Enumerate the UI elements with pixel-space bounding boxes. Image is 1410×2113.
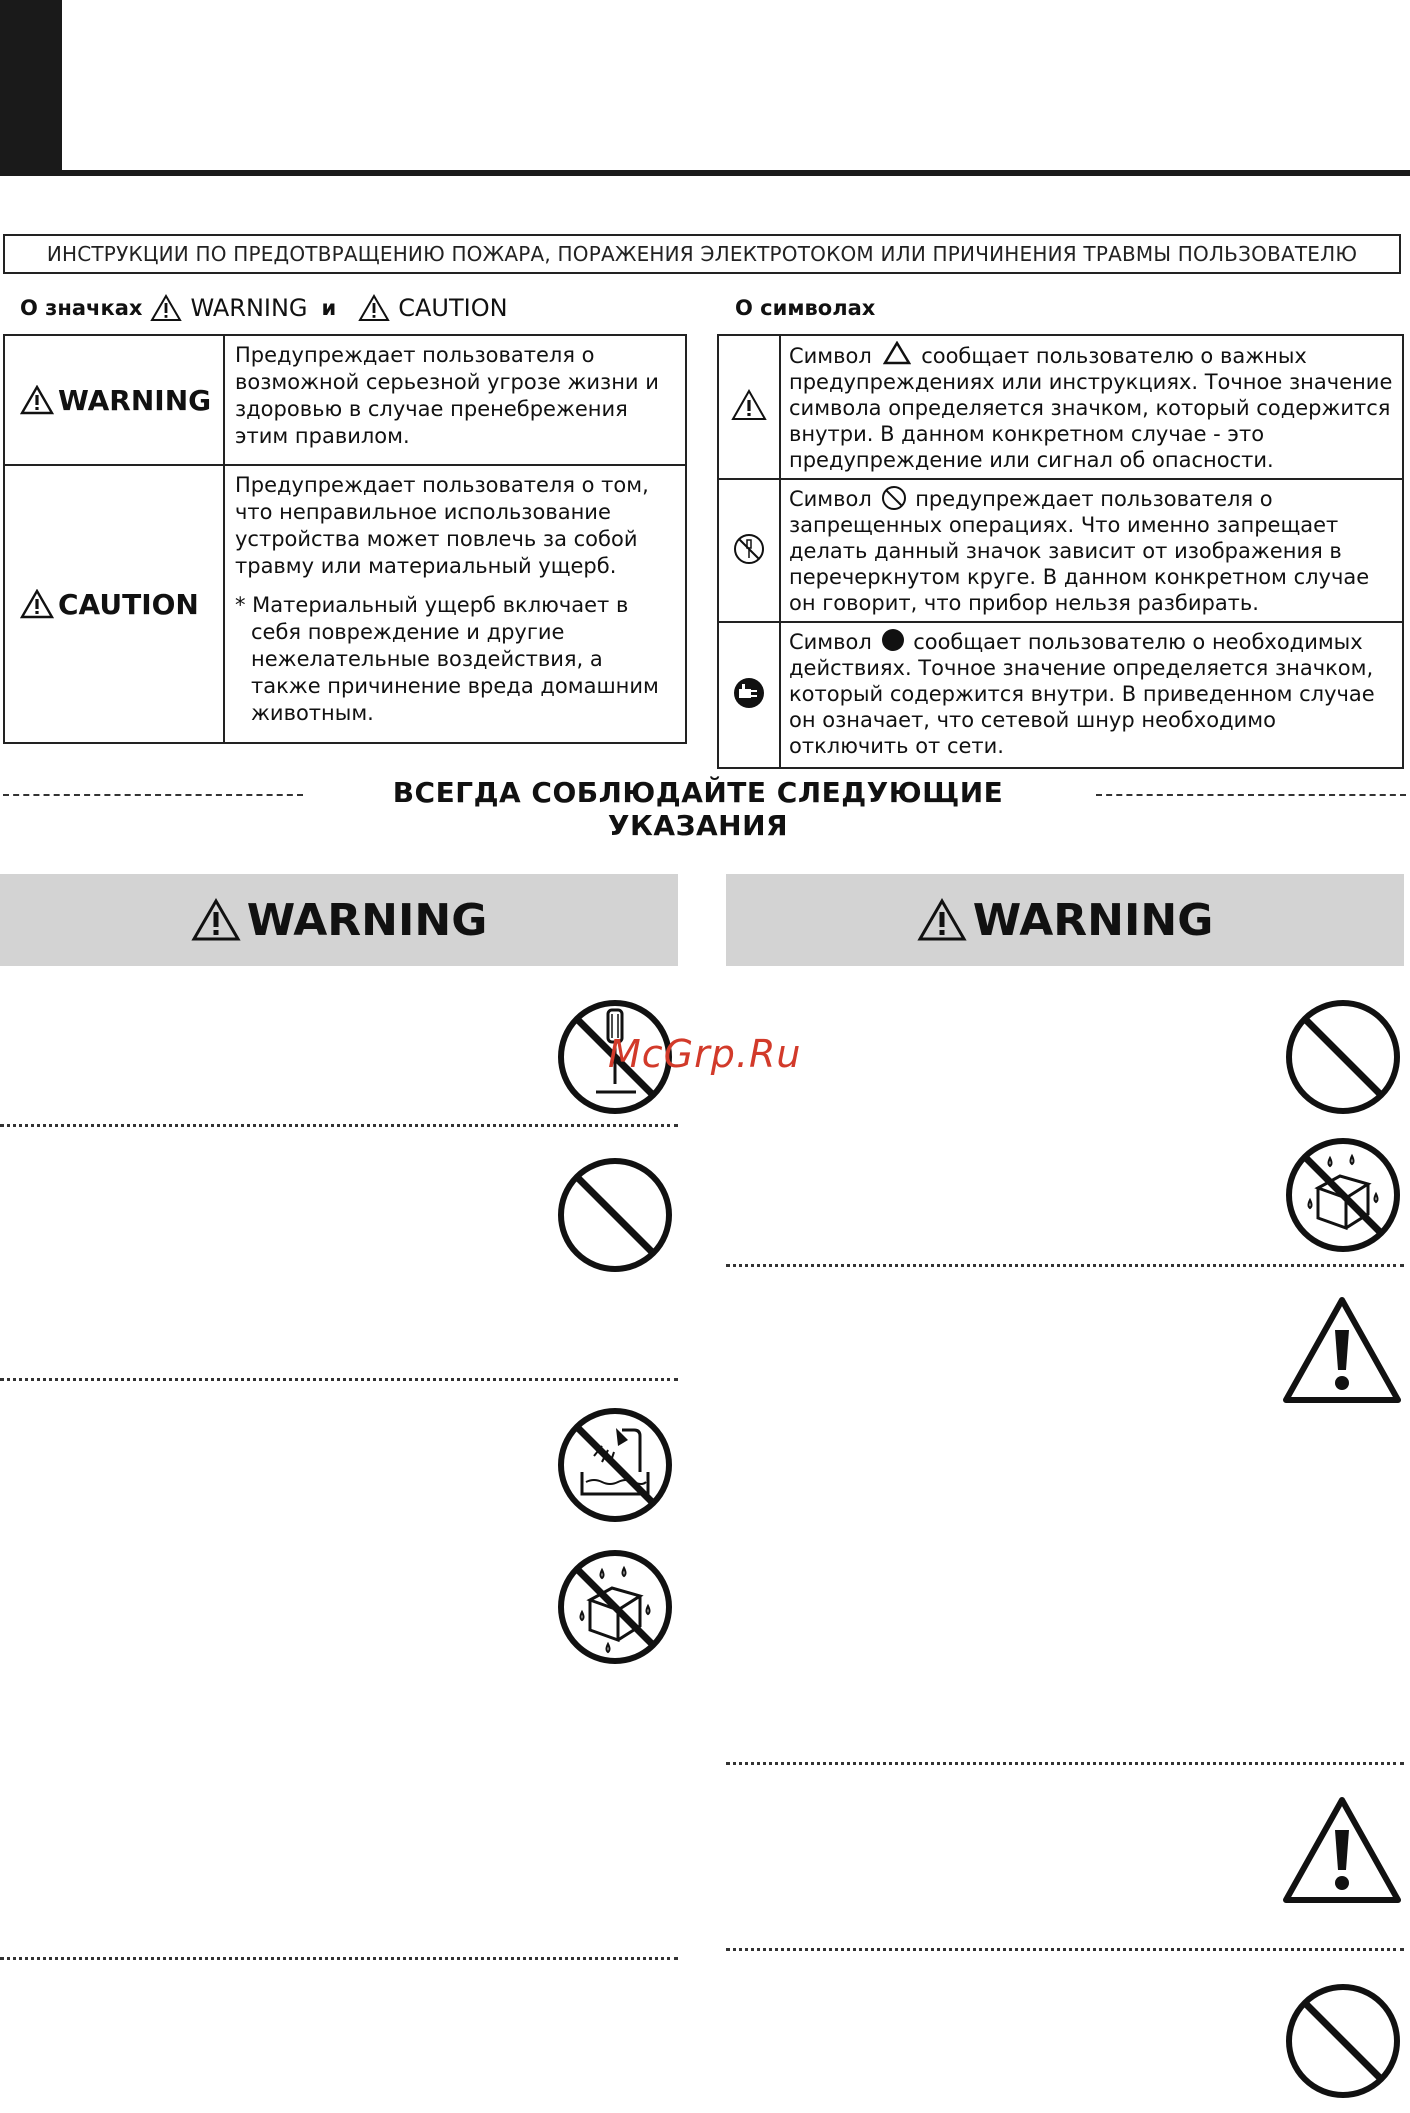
divider	[3, 794, 303, 796]
warning-triangle-icon	[20, 385, 54, 415]
prohibition-circle-icon	[881, 485, 907, 511]
divider	[726, 1948, 1404, 1951]
symbol-lead: Символ	[789, 630, 872, 654]
icons-heading-prefix: О значках	[20, 296, 143, 320]
symbol-description: предупреждает пользователя о запрещенных операциях. Что именно запрещает делать данный значок зависит от изображения в перечеркнутом круге. В данном конкретном случае он говорит, что прибор нельзя разбирать.	[789, 487, 1370, 615]
caution-row	[4, 465, 686, 743]
no-bath-icon	[556, 1406, 674, 1524]
caution-label	[6, 588, 222, 621]
filled-circle-icon	[881, 628, 905, 652]
icons-heading-conj: и	[321, 296, 337, 320]
caution-description: Предупреждает пользователя о том, что неправильное использование устройства может повлечь за собой травму или материальный ущерб.	[235, 473, 649, 578]
right-warning-bar	[726, 874, 1404, 966]
caution-label-text: CAUTION	[58, 587, 199, 621]
symbol-lead: Символ	[789, 344, 872, 368]
warning-triangle-icon	[150, 294, 182, 322]
safety-banner: ИНСТРУКЦИИ ПО ПРЕДОТВРАЩЕНИЮ ПОЖАРА, ПОРАЖЕНИЯ ЭЛЕКТРОТОКОМ ИЛИ ПРИЧИНЕНИЯ ТРАВМЫ ПОЛЬЗОВАТЕЛЮ	[3, 234, 1401, 274]
unplug-icon	[732, 676, 766, 710]
no-liquids-icon	[1284, 1136, 1402, 1254]
divider	[726, 1264, 1404, 1267]
warning-triangle-icon	[1280, 1294, 1404, 1406]
header-rule	[0, 170, 1410, 176]
triangle-exclamation-icon	[731, 389, 767, 421]
right-warning-label: WARNING	[972, 894, 1214, 946]
warning-triangle-icon	[191, 898, 241, 942]
prohibition-icon	[1284, 1982, 1402, 2100]
always-heading: ВСЕГДА СОБЛЮДАЙТЕ СЛЕДУЮЩИЕ УКАЗАНИЯ	[392, 776, 1004, 842]
warning-triangle-icon	[1280, 1794, 1404, 1906]
symbol-description: сообщает пользователю о необходимых действиях. Точное значение определяется значком, который содержится внутри. В приведенном случае он означает, что сетевой шнур необходимо отключить от сети.	[789, 630, 1375, 758]
icons-table	[3, 334, 687, 744]
caution-triangle-icon	[358, 294, 390, 322]
watermark: McGrp.Ru	[608, 1032, 802, 1076]
warning-label-text: WARNING	[58, 383, 212, 417]
symbols-section-heading: О символах	[735, 296, 876, 320]
caution-triangle-icon	[20, 589, 54, 619]
symbol-description: сообщает пользователю о важных предупреждениях или инструкциях. Точное значение символа определяется значком, который содержится внутри. В данном конкретном случае - это предупреждение или сигнал об опасности.	[789, 344, 1393, 472]
icons-heading-caution: CAUTION	[398, 294, 508, 322]
icons-heading-warning: WARNING	[190, 294, 308, 322]
symbol-row	[718, 335, 1403, 479]
prohibition-icon	[556, 1156, 674, 1274]
left-warning-bar	[0, 874, 678, 966]
warning-triangle-icon	[917, 898, 967, 942]
header-block	[0, 0, 62, 176]
caution-note: * Материальный ущерб включает в себя повреждение и другие нежелательные воздействия, а также причинение вреда домашним животным.	[235, 593, 659, 725]
divider	[1096, 794, 1406, 796]
divider	[0, 1378, 678, 1381]
symbols-table	[717, 334, 1404, 769]
prohibition-icon	[1284, 998, 1402, 1116]
warning-description: Предупреждает пользователя о возможной серьезной угрозе жизни и здоровью в случае пренебрежения этим правилом.	[224, 335, 686, 465]
divider	[0, 1124, 678, 1127]
outline-triangle-icon	[883, 341, 911, 365]
symbol-lead: Символ	[789, 487, 872, 511]
icons-section-heading	[20, 294, 508, 322]
no-liquids-icon	[556, 1548, 674, 1666]
divider	[0, 1957, 678, 1960]
warning-row	[4, 335, 686, 465]
symbol-row	[718, 622, 1403, 768]
divider	[726, 1762, 1404, 1765]
warning-label	[6, 384, 222, 417]
left-warning-label: WARNING	[246, 894, 488, 946]
symbol-row	[718, 479, 1403, 622]
prohibition-disassemble-icon	[732, 532, 766, 566]
